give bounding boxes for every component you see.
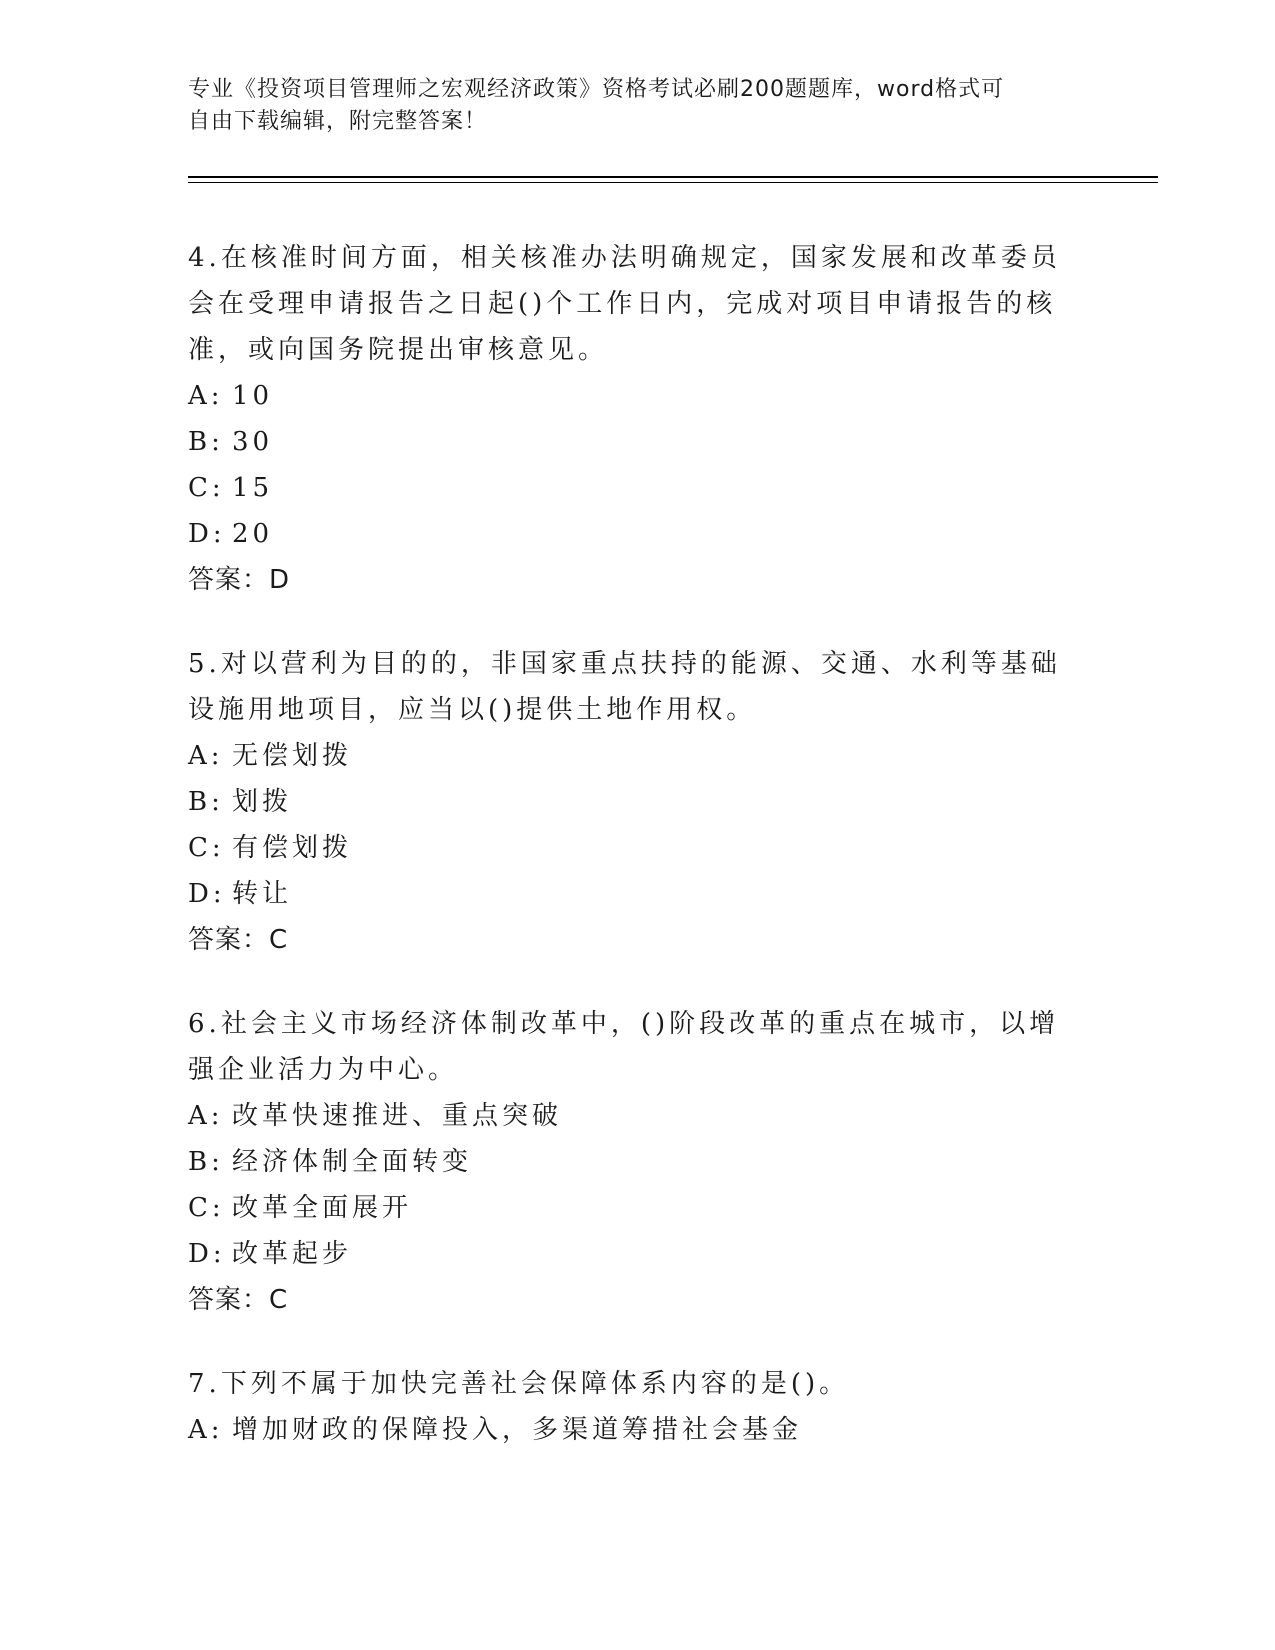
- question-list: [188, 235, 1068, 1491]
- question-number: 7.: [188, 1369, 221, 1399]
- option-label: A:: [188, 381, 224, 411]
- option-label: C:: [188, 833, 225, 863]
- question-text: [188, 235, 1068, 373]
- question-number: 6.: [188, 1009, 221, 1039]
- header-divider-top: [188, 176, 1158, 178]
- question-number: 5.: [188, 649, 221, 679]
- question-text: [188, 1001, 1068, 1093]
- option-text: 转让: [232, 879, 293, 909]
- option-label: B:: [188, 1147, 224, 1177]
- option-label: B:: [188, 787, 224, 817]
- option-c: [188, 1185, 1068, 1231]
- option-text: 15: [232, 473, 274, 503]
- answer-line: 答案：C: [188, 1285, 289, 1315]
- option-b: [188, 419, 1068, 465]
- option-text: 改革全面展开: [232, 1193, 413, 1223]
- option-text: 30: [232, 427, 274, 457]
- option-text: 有偿划拨: [232, 833, 353, 863]
- question-7: [188, 1361, 1068, 1453]
- option-b: [188, 779, 1068, 825]
- document-header: [188, 74, 1078, 138]
- option-text: 改革起步: [232, 1239, 353, 1269]
- option-label: D:: [188, 519, 226, 549]
- option-text: 20: [232, 519, 274, 549]
- option-text: 划拨: [232, 787, 293, 817]
- option-text: 改革快速推进、重点突破: [232, 1101, 563, 1131]
- option-d: [188, 511, 1068, 557]
- option-label: C:: [188, 473, 225, 503]
- option-b: [188, 1139, 1068, 1185]
- answer-line: 答案：D: [188, 565, 291, 595]
- option-text: 经济体制全面转变: [232, 1147, 473, 1177]
- header-line-1: 专业《投资项目管理师之宏观经济政策》资格考试必刷200题题库，word格式可: [188, 77, 1005, 102]
- question-text: [188, 1361, 1068, 1407]
- option-d: [188, 1231, 1068, 1277]
- option-label: A:: [188, 741, 224, 771]
- option-text: 无偿划拨: [232, 741, 353, 771]
- option-text: 10: [232, 381, 274, 411]
- question-body: 社会主义市场经济体制改革中，()阶段改革的重点在城市，以增强企业活力为中心。: [188, 1009, 1060, 1085]
- header-divider-bottom: [188, 182, 1158, 183]
- option-a: [188, 1093, 1068, 1139]
- option-label: B:: [188, 427, 224, 457]
- option-c: [188, 825, 1068, 871]
- question-number: 4.: [188, 243, 221, 273]
- option-label: A:: [188, 1101, 224, 1131]
- question-text: [188, 641, 1068, 733]
- question-4: [188, 235, 1068, 603]
- question-5: [188, 641, 1068, 963]
- question-body: 在核准时间方面，相关核准办法明确规定，国家发展和改革委员会在受理申请报告之日起()个工作日内，完成对项目申请报告的核准，或向国务院提出审核意见。: [188, 243, 1061, 365]
- header-line-2: 自由下载编辑，附完整答案！: [188, 109, 488, 134]
- question-body: 对以营利为目的的，非国家重点扶持的能源、交通、水利等基础设施用地项目，应当以()提供土地作用权。: [188, 649, 1061, 725]
- option-label: D:: [188, 879, 226, 909]
- option-text: 增加财政的保障投入，多渠道筹措社会基金: [232, 1415, 803, 1445]
- question-6: [188, 1001, 1068, 1323]
- option-a: [188, 1407, 1068, 1453]
- answer-line: 答案：C: [188, 925, 289, 955]
- option-a: [188, 373, 1068, 419]
- option-label: A:: [188, 1415, 224, 1445]
- question-body: 下列不属于加快完善社会保障体系内容的是()。: [220, 1369, 850, 1399]
- option-a: [188, 733, 1068, 779]
- option-label: C:: [188, 1193, 225, 1223]
- option-d: [188, 871, 1068, 917]
- option-c: [188, 465, 1068, 511]
- option-label: D:: [188, 1239, 226, 1269]
